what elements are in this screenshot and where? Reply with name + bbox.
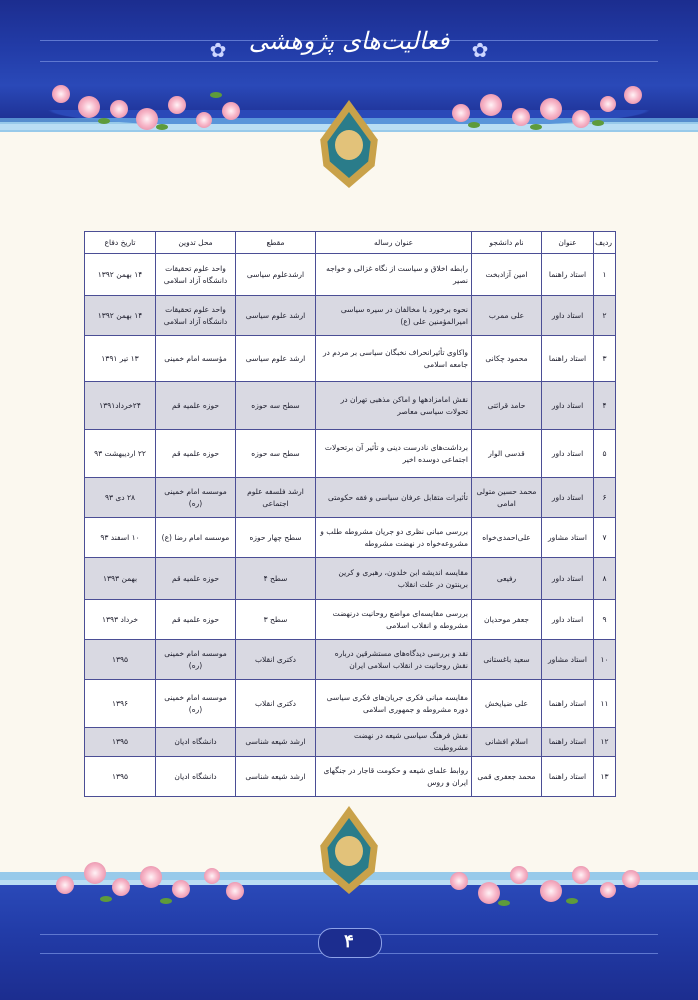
thesis-title-cell: نقش فرهنگ سیاسی شیعه در نهضت مشروطیت (316, 728, 472, 757)
role-cell: استاد داور (542, 430, 594, 478)
thesis-title-cell: روابط علمای شیعه و حکومت قاجار در جنگهای ایران و روس (316, 757, 472, 797)
degree-cell: ارشدعلوم سیاسی (236, 254, 316, 296)
thesis-title-cell: برداشت‌های نادرست دینی و تأثیر آن برتحولات اجتماعی دوسده اخیر (316, 430, 472, 478)
row-number: ۲ (594, 296, 616, 336)
defense-date-cell: ۱۳ تیر ۱۳۹۱ (85, 336, 156, 382)
defense-date-cell: خرداد ۱۳۹۳ (85, 600, 156, 640)
thesis-title-cell: رابطه اخلاق و سیاست از نگاه غزالی و خواجه نصیر (316, 254, 472, 296)
table-row (85, 430, 616, 478)
defense-date-cell: ۲۲ اردیبهشت ۹۳ (85, 430, 156, 478)
institution-cell: حوزه علمیه قم (156, 382, 236, 430)
defense-date-cell: ۱۴ بهمن ۱۳۹۲ (85, 296, 156, 336)
defense-date-cell: ۲۴خرداد۱۳۹۱ (85, 382, 156, 430)
defense-date-cell: ۱۳۹۶ (85, 680, 156, 728)
row-number: ۶ (594, 478, 616, 518)
role-cell: استاد مشاور (542, 518, 594, 558)
ornament-icon: ✿ (209, 38, 227, 62)
table-row (85, 640, 616, 680)
degree-cell: سطح ۴ (236, 558, 316, 600)
thesis-title-cell: تأثیرات متقابل عرفان سیاسی و فقه حکومتی (316, 478, 472, 518)
row-number: ۴ (594, 382, 616, 430)
table-row (85, 382, 616, 430)
student-cell: محمد جعفری قمی (472, 757, 542, 797)
role-cell: استاد راهنما (542, 254, 594, 296)
table-row (85, 757, 616, 797)
role-cell: استاد مشاور (542, 640, 594, 680)
column-header: نام دانشجو (472, 232, 542, 254)
table-row (85, 600, 616, 640)
degree-cell: دکتری انقلاب (236, 680, 316, 728)
table-header-row (85, 232, 616, 254)
table-row (85, 336, 616, 382)
degree-cell: سطح سه حوزه (236, 430, 316, 478)
table-row (85, 558, 616, 600)
row-number: ۳ (594, 336, 616, 382)
ornament-icon: ✿ (471, 38, 489, 62)
thesis-title-cell: نقش امامزادهها و اماکن مذهبی تهران در تحولات سیاسی معاصر (316, 382, 472, 430)
column-header: ردیف (594, 232, 616, 254)
table-row (85, 728, 616, 757)
role-cell: استاد داور (542, 558, 594, 600)
institution-cell: حوزه علمیه قم (156, 430, 236, 478)
student-cell: امین آزادبخت (472, 254, 542, 296)
role-cell: استاد داور (542, 600, 594, 640)
student-cell: علی ضیایخش (472, 680, 542, 728)
degree-cell: ارشد فلسفه علوم اجتماعی (236, 478, 316, 518)
row-number: ۹ (594, 600, 616, 640)
role-cell: استاد راهنما (542, 728, 594, 757)
student-cell: جعفر موحدیان (472, 600, 542, 640)
degree-cell: ارشد علوم سیاسی (236, 336, 316, 382)
institution-cell: واحد علوم تحقیقات دانشگاه آزاد اسلامی (156, 296, 236, 336)
role-cell: استاد داور (542, 382, 594, 430)
page-number: ۴ (344, 931, 354, 952)
thesis-title-cell: مقایسه مبانی فکری جریان‌های فکری سیاسی دوره مشروطه و جمهوری اسلامی (316, 680, 472, 728)
institution-cell: حوزه علمیه قم (156, 600, 236, 640)
defense-date-cell: ۱۳۹۵ (85, 640, 156, 680)
institution-cell: موسسه امام رضا (ع) (156, 518, 236, 558)
institution-cell: موسسه امام خمینی (ره) (156, 478, 236, 518)
table-row (85, 254, 616, 296)
column-header: محل تدوین (156, 232, 236, 254)
student-cell: رفیعی (472, 558, 542, 600)
thesis-title-cell: واکاوی تأثیرانحراف نخبگان سیاسی بر مردم در جامعه اسلامی (316, 336, 472, 382)
row-number: ۸ (594, 558, 616, 600)
thesis-title-cell: نقد و بررسی دیدگاه‌های مستشرقین درباره نقش روحانیت در انقلاب اسلامی ایران (316, 640, 472, 680)
thesis-title-cell: بررسی مبانی نظری دو جریان مشروطه طلب و مشروعه‌خواه در نهضت مشروطه (316, 518, 472, 558)
degree-cell: سطح سه حوزه (236, 382, 316, 430)
table-row (85, 296, 616, 336)
degree-cell: سطح ۳ (236, 600, 316, 640)
page-title: فعالیت‌های پژوهشی (248, 27, 450, 55)
degree-cell: ارشد شیعه شناسی (236, 757, 316, 797)
degree-cell: دکتری انقلاب (236, 640, 316, 680)
role-cell: استاد داور (542, 296, 594, 336)
supervision-table-grid (84, 231, 616, 797)
thesis-title-cell: مقایسه اندیشه ابن خلدون، رهبری و کرین برینتون در علت انقلاب (316, 558, 472, 600)
institution-cell: دانشگاه ادیان (156, 728, 236, 757)
thesis-title-cell: نحوه برخورد با مخالفان در سیره سیاسی امیرالمؤمنین علی (ع) (316, 296, 472, 336)
institution-cell: حوزه علمیه قم (156, 558, 236, 600)
institution-cell: دانشگاه ادیان (156, 757, 236, 797)
table-row (85, 478, 616, 518)
institution-cell: موسسه امام خمینی (ره) (156, 640, 236, 680)
institution-cell: موسسه امام خمینی (ره) (156, 680, 236, 728)
role-cell: استاد راهنما (542, 757, 594, 797)
degree-cell: ارشد علوم سیاسی (236, 296, 316, 336)
column-header: عنوان رساله (316, 232, 472, 254)
row-number: ۱۲ (594, 728, 616, 757)
student-cell: اسلام افشانی (472, 728, 542, 757)
student-cell: علی ممرب (472, 296, 542, 336)
column-header: عنوان (542, 232, 594, 254)
row-number: ۱۱ (594, 680, 616, 728)
defense-date-cell: ۱۳۹۵ (85, 757, 156, 797)
student-cell: محمد حسین متولی امامی (472, 478, 542, 518)
institution-cell: واحد علوم تحقیقات دانشگاه آزاد اسلامی (156, 254, 236, 296)
medallion-ornament-icon (317, 100, 381, 188)
row-number: ۱ (594, 254, 616, 296)
row-number: ۵ (594, 430, 616, 478)
defense-date-cell: ۲۸ دی ۹۳ (85, 478, 156, 518)
table-row (85, 518, 616, 558)
role-cell: استاد راهنما (542, 680, 594, 728)
row-number: ۱۳ (594, 757, 616, 797)
degree-cell: ارشد شیعه شناسی (236, 728, 316, 757)
table-row (85, 680, 616, 728)
column-header: تاریخ دفاع (85, 232, 156, 254)
student-cell: قدسی الوار (472, 430, 542, 478)
role-cell: استاد راهنما (542, 336, 594, 382)
degree-cell: سطح چهار حوزه (236, 518, 316, 558)
row-number: ۱۰ (594, 640, 616, 680)
medallion-ornament-icon (317, 806, 381, 894)
supervision-table (84, 231, 615, 797)
defense-date-cell: ۱۳۹۵ (85, 728, 156, 757)
student-cell: سعید باغستانی (472, 640, 542, 680)
thesis-title-cell: بررسی مقایسه‌ای مواضع روحانیت درنهضت مشروطه و انقلاب اسلامی (316, 600, 472, 640)
role-cell: استاد داور (542, 478, 594, 518)
student-cell: علی‌احمدی‌خواه (472, 518, 542, 558)
institution-cell: مؤسسه امام خمینی (156, 336, 236, 382)
student-cell: محمود چکانی (472, 336, 542, 382)
defense-date-cell: بهمن ۱۳۹۳ (85, 558, 156, 600)
defense-date-cell: ۱۴ بهمن ۱۳۹۲ (85, 254, 156, 296)
column-header: مقطع (236, 232, 316, 254)
defense-date-cell: ۱۰ اسفند ۹۳ (85, 518, 156, 558)
student-cell: حامد قرائتی (472, 382, 542, 430)
row-number: ۷ (594, 518, 616, 558)
